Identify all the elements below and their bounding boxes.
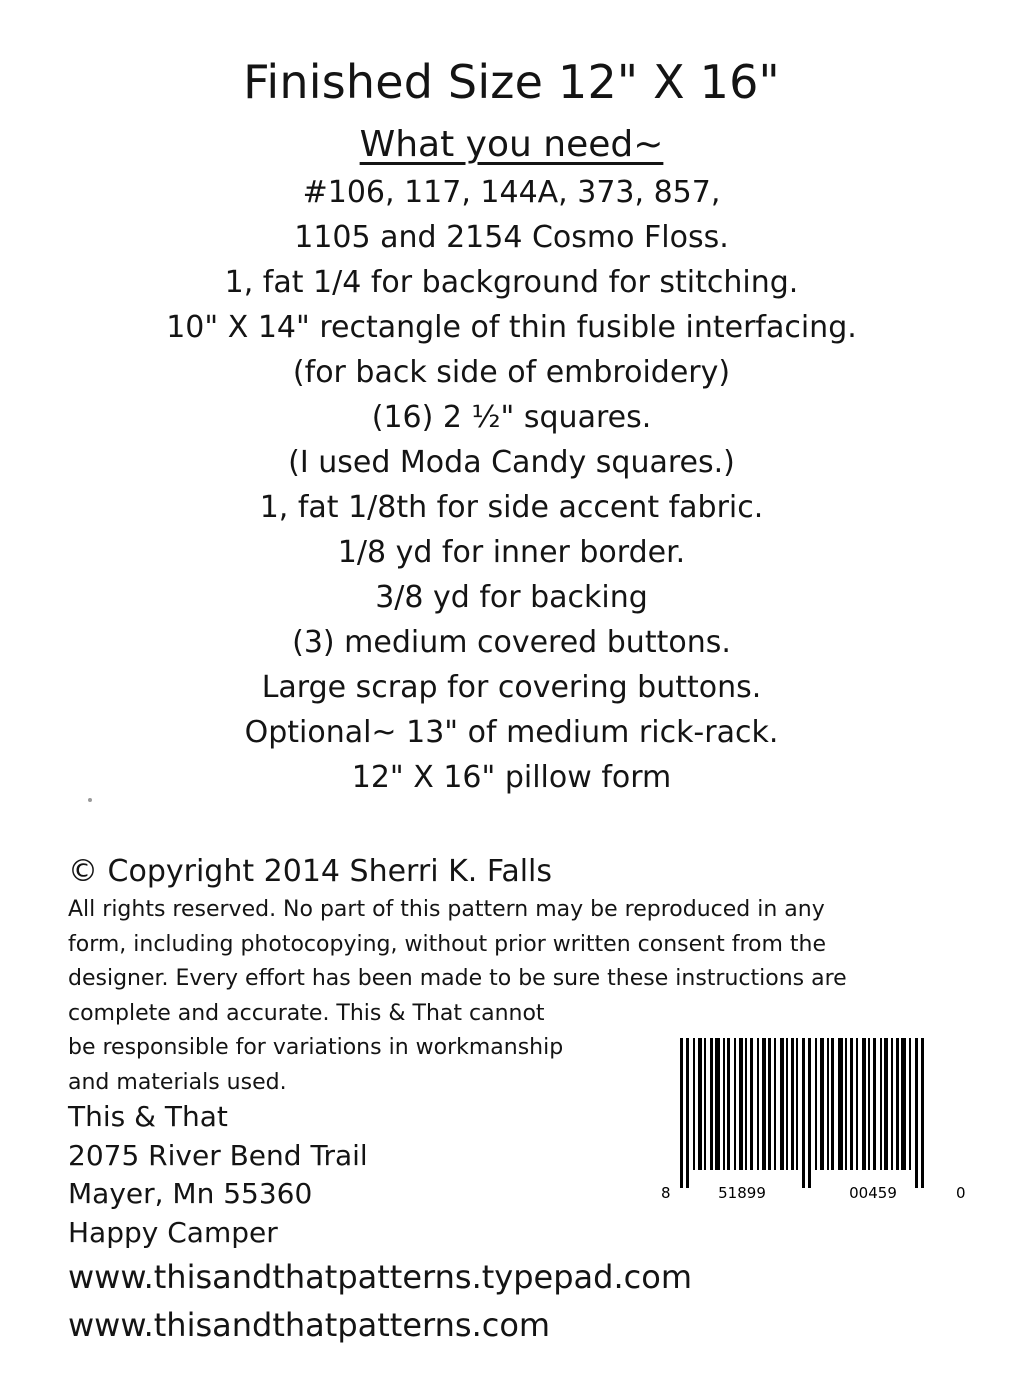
materials-item: 12" X 16" pillow form — [351, 760, 672, 795]
company-address — [68, 1098, 368, 1252]
barcode-bar — [698, 1038, 702, 1170]
barcode-bar — [757, 1038, 759, 1170]
barcode-bar — [727, 1038, 730, 1170]
barcode-bar — [831, 1038, 834, 1170]
materials-item: (16) 2 ½" squares. — [371, 400, 652, 435]
materials-list — [0, 170, 1023, 800]
barcode-bar — [827, 1038, 829, 1170]
barcode-digits-right: 00459 — [849, 1184, 897, 1202]
barcode-bar — [723, 1038, 725, 1170]
rights-line: All rights reserved. No part of this pattern may be reproduced in any — [68, 897, 825, 922]
company-street: 2075 River Bend Trail — [68, 1138, 368, 1172]
barcode-bar — [791, 1038, 794, 1170]
barcode-bar — [891, 1038, 893, 1170]
barcode-guard-bar — [808, 1038, 811, 1188]
materials-item: 1/8 yd for inner border. — [337, 535, 686, 570]
barcode-bar — [838, 1038, 843, 1170]
barcode-guard-bar — [686, 1038, 689, 1188]
pattern-name: Happy Camper — [68, 1215, 278, 1249]
materials-item: 3/8 yd for backing — [375, 580, 648, 615]
barcode-bar — [901, 1038, 906, 1170]
barcode-bar — [762, 1038, 766, 1170]
materials-item: Large scrap for covering buttons. — [261, 670, 762, 705]
barcode-bar — [715, 1038, 720, 1170]
materials-item: #106, 117, 144A, 373, 857, — [302, 175, 721, 210]
barcode-bar — [734, 1038, 736, 1170]
barcode-bar — [745, 1038, 747, 1170]
barcode-guard-bar — [915, 1038, 918, 1188]
materials-item: 1, fat 1/4 for background for stitching. — [224, 265, 799, 300]
materials-item: 10" X 14" rectangle of thin fusible interfacing. — [166, 310, 857, 345]
barcode-bar — [845, 1038, 847, 1170]
materials-item: (for back side of embroidery) — [292, 355, 731, 390]
materials-item: (I used Moda Candy squares.) — [288, 445, 735, 480]
materials-item: Optional~ 13" of medium rick-rack. — [244, 715, 779, 750]
materials-item: (3) medium covered buttons. — [292, 625, 731, 660]
barcode-bars — [680, 1038, 924, 1188]
rights-line: and materials used. — [68, 1069, 287, 1095]
barcode-bar — [786, 1038, 788, 1170]
barcode-bar — [768, 1038, 771, 1170]
barcode-bar — [693, 1038, 695, 1170]
barcode-guard-bar — [802, 1038, 805, 1188]
barcode-bar — [873, 1038, 876, 1170]
barcode-bar — [862, 1038, 866, 1170]
rights-line: designer. Every effort has been made to be sure these instructions are — [68, 966, 847, 992]
barcode-bar — [909, 1038, 911, 1170]
rights-line: complete and accurate. This & That cannot — [68, 1000, 545, 1026]
finished-size-title: Finished Size 12" X 16" — [243, 55, 780, 109]
barcode-digits-left: 51899 — [718, 1184, 766, 1202]
what-you-need-text: What you need~ — [359, 124, 664, 165]
barcode-guard-bar — [921, 1038, 924, 1188]
barcode-graphic — [658, 1033, 968, 1208]
barcode-bar — [704, 1038, 706, 1170]
materials-item: 1, fat 1/8th for side accent fabric. — [259, 490, 764, 525]
website-link-main[interactable]: www.thisandthatpatterns.com — [68, 1306, 551, 1344]
upc-barcode — [658, 1033, 968, 1208]
copyright-line: © Copyright 2014 Sherri K. Falls — [68, 854, 552, 889]
barcode-bar — [815, 1038, 817, 1170]
barcode-bar — [880, 1038, 882, 1170]
barcode-bar — [868, 1038, 870, 1170]
barcode-bar — [750, 1038, 753, 1170]
barcode-bar — [820, 1038, 824, 1170]
rights-line: form, including photocopying, without prior written consent from the — [68, 931, 827, 957]
website-link-typepad[interactable]: www.thisandthatpatterns.typepad.com — [68, 1258, 692, 1296]
barcode-bar — [796, 1038, 798, 1170]
barcode-bar — [710, 1038, 713, 1170]
materials-item: 1105 and 2154 Cosmo Floss. — [294, 220, 729, 255]
barcode-bar — [856, 1038, 858, 1170]
barcode-guard-bar — [680, 1038, 683, 1188]
barcode-bar — [884, 1038, 888, 1170]
barcode-bar — [896, 1038, 899, 1170]
barcode-bar — [780, 1038, 784, 1170]
barcode-bar — [774, 1038, 776, 1170]
paper-speck — [88, 798, 92, 802]
rights-line: be responsible for variations in workmanship — [68, 1035, 564, 1061]
website-links — [68, 1253, 692, 1349]
barcode-bar — [739, 1038, 743, 1170]
barcode-digit-check: 0 — [956, 1184, 966, 1202]
barcode-bar — [850, 1038, 853, 1170]
company-name: This & That — [68, 1100, 228, 1133]
company-city: Mayer, Mn 55360 — [68, 1177, 313, 1210]
barcode-digit-lead: 8 — [661, 1184, 671, 1202]
what-you-need-heading — [0, 120, 1023, 170]
